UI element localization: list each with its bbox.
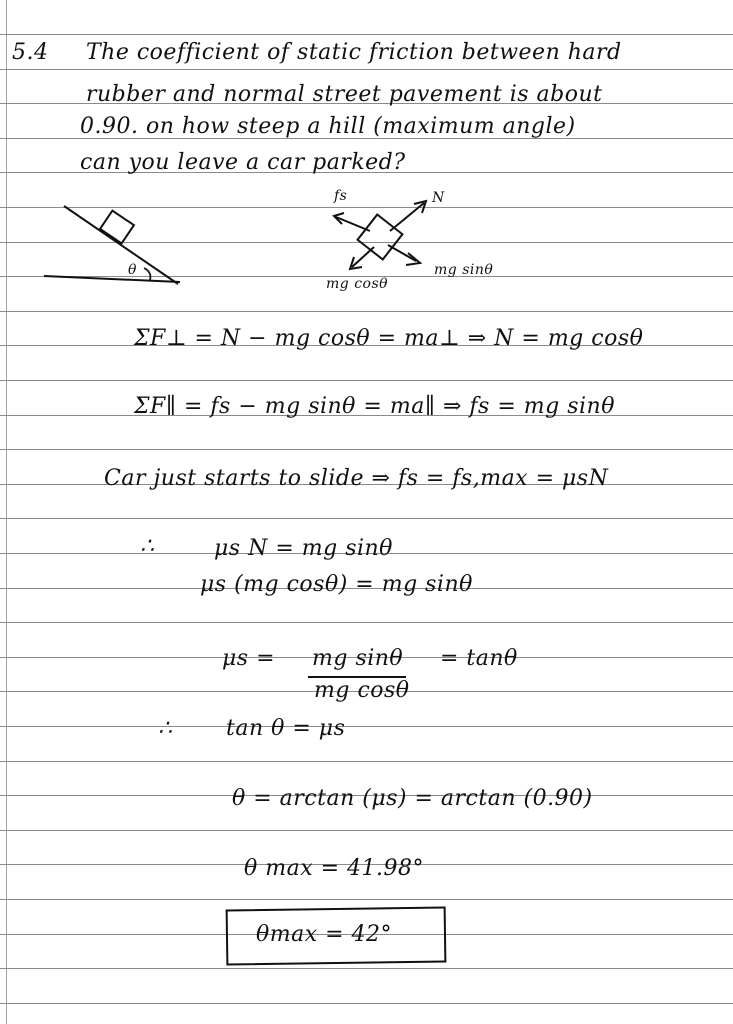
problem-line-2: rubber and normal street pavement is about xyxy=(86,82,603,107)
step-substitute-normal: μs (mg cosθ) = mg sinθ xyxy=(200,572,473,597)
gravity-par-label: mg sinθ xyxy=(434,262,494,278)
final-answer: θmax = 42° xyxy=(256,922,393,947)
equation-parallel: ΣF∥ = fs − mg sinθ = ma∥ ⇒ fs = mg sinθ xyxy=(134,394,615,419)
fraction-lhs: μs = xyxy=(222,646,276,671)
step-friction-equals-gravity: μs N = mg sinθ xyxy=(214,536,393,561)
problem-line-4: can you leave a car parked? xyxy=(80,150,406,175)
ruled-line xyxy=(0,1003,733,1004)
ruled-line xyxy=(0,69,733,70)
margin-line xyxy=(6,0,7,1024)
ruled-line xyxy=(0,380,733,381)
fraction-numerator: mg sinθ xyxy=(312,646,404,671)
angle-label: θ xyxy=(128,262,137,278)
fraction-denominator: mg cosθ xyxy=(314,678,410,703)
incline-diagram xyxy=(40,198,190,288)
ruled-line xyxy=(0,968,733,969)
ruled-line xyxy=(0,726,733,727)
problem-line-1: The coefficient of static friction between hard xyxy=(86,40,622,65)
slide-condition: Car just starts to slide ⇒ fs = fs,max = μsN xyxy=(104,466,609,491)
gravity-perp-label: mg cosθ xyxy=(326,276,389,292)
therefore-symbol-2: ∴ xyxy=(158,716,173,741)
normal-force-label: N xyxy=(432,190,445,206)
ruled-line xyxy=(0,34,733,35)
equation-perpendicular: ΣF⊥ = N − mg cosθ = ma⊥ ⇒ N = mg cosθ xyxy=(134,326,644,351)
step-tan-equals-mu: tan θ = μs xyxy=(226,716,346,741)
problem-line-3: 0.90. on how steep a hill (maximum angle) xyxy=(80,114,576,139)
problem-number: 5.4 xyxy=(12,40,49,65)
ruled-line xyxy=(0,311,733,312)
ruled-line xyxy=(0,830,733,831)
ruled-line xyxy=(0,449,733,450)
ruled-line xyxy=(0,761,733,762)
therefore-symbol-1: ∴ xyxy=(140,534,155,559)
theta-max-value: θ max = 41.98° xyxy=(244,856,425,881)
step-arctan: θ = arctan (μs) = arctan (0.90) xyxy=(232,786,593,811)
ruled-line xyxy=(0,518,733,519)
friction-force-label: fs xyxy=(334,188,348,204)
ruled-line xyxy=(0,899,733,900)
fraction-rhs: = tanθ xyxy=(440,646,518,671)
ruled-line xyxy=(0,622,733,623)
